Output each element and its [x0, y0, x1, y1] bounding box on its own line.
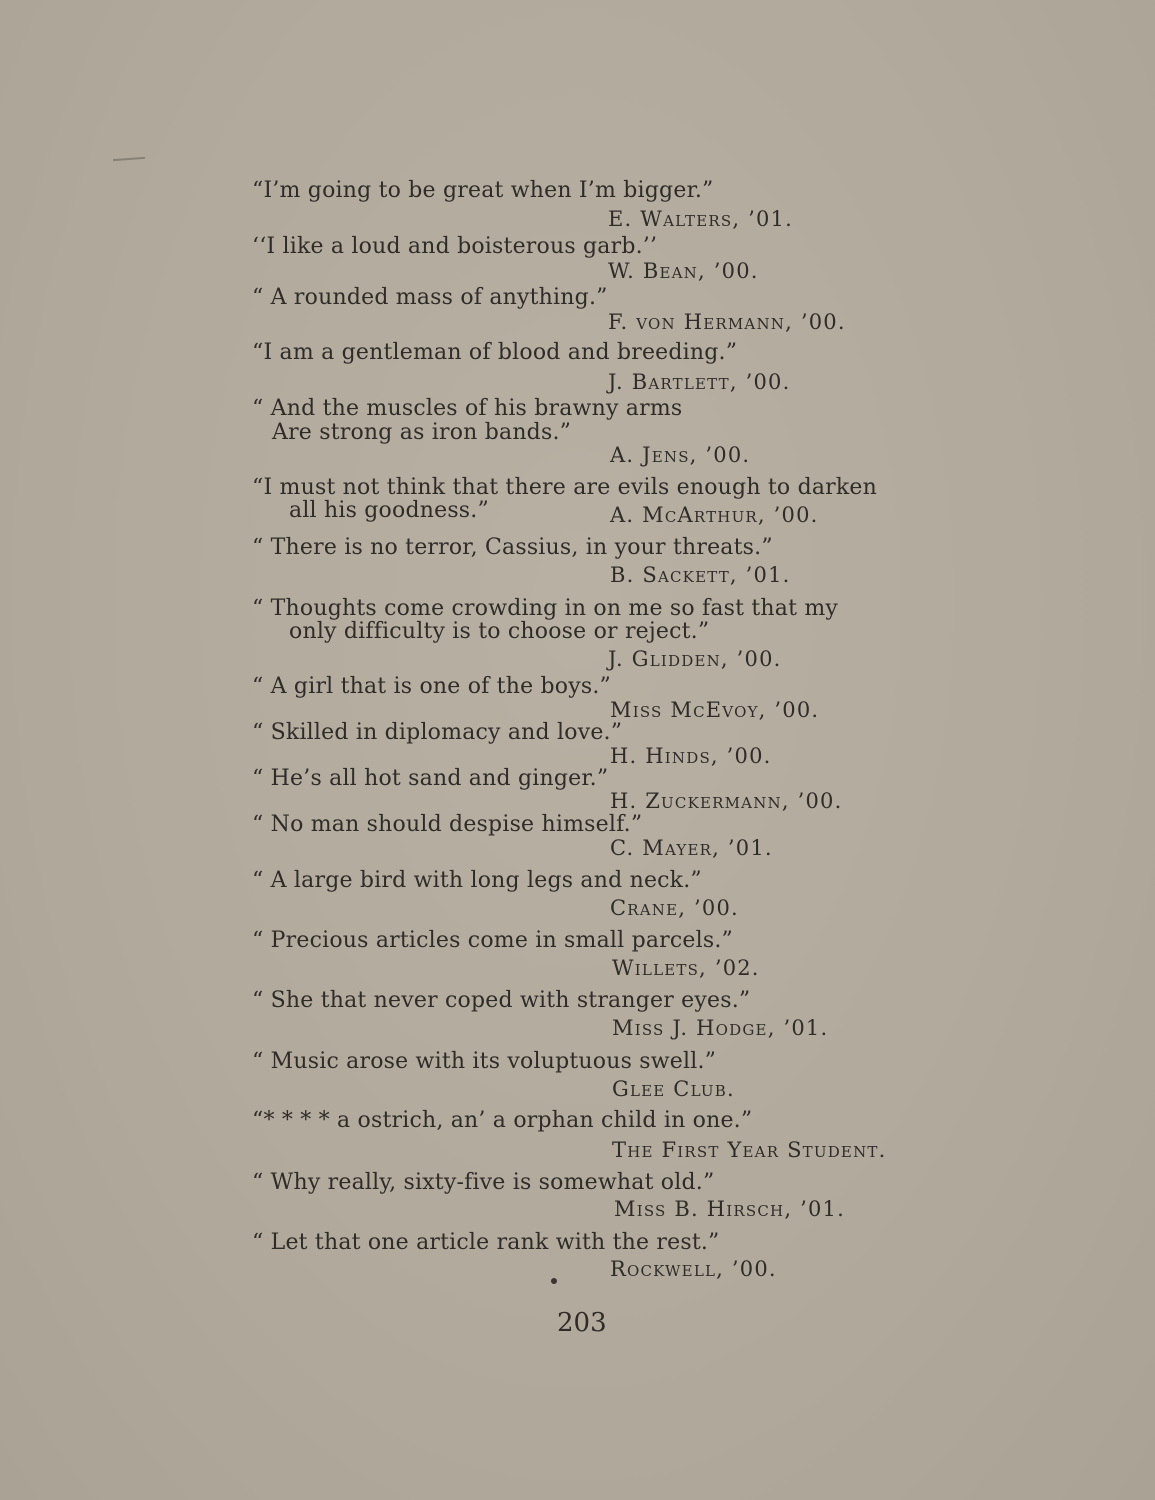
quote-text: “I am a gentleman of blood and breeding.”	[252, 340, 738, 365]
quote-author: B. Sackett, ’01.	[610, 563, 791, 587]
quote-text: “ Why really, sixty-five is somewhat old.”	[252, 1170, 715, 1195]
quote-text-continued: all his goodness.”	[289, 498, 489, 523]
quote-author: W. Bean, ’00.	[608, 259, 759, 283]
quote-author: J. Bartlett, ’00.	[608, 370, 791, 394]
quote-text: “* * * * a ostrich, an’ a orphan child in one.”	[252, 1108, 753, 1133]
quote-author: Willets, ’02.	[612, 956, 760, 980]
quote-text: “ A girl that is one of the boys.”	[252, 674, 611, 699]
quote-text: “ No man should despise himself.”	[252, 812, 643, 837]
quote-text: “ Thoughts come crowding in on me so fast that my	[252, 596, 839, 621]
quote-text: “ A large bird with long legs and neck.”	[252, 868, 702, 893]
quote-author: Miss B. Hirsch, ’01.	[614, 1197, 845, 1221]
quote-author: H. Hinds, ’00.	[610, 744, 772, 768]
quote-text-continued: only difficulty is to choose or reject.”	[289, 619, 710, 644]
ink-dot	[551, 1278, 557, 1284]
quote-author: Miss McEvoy, ’00.	[610, 698, 820, 722]
page-number: 203	[557, 1308, 607, 1338]
quote-author: Rockwell, ’00.	[610, 1257, 777, 1281]
quote-author: F. von Hermann, ’00.	[608, 310, 846, 334]
quote-text: “ He’s all hot sand and ginger.”	[252, 766, 609, 791]
quote-text: “ A rounded mass of anything.”	[252, 285, 608, 310]
quote-text: “ She that never coped with stranger eyes.”	[252, 988, 751, 1013]
quote-text-continued: Are strong as iron bands.”	[272, 420, 572, 445]
quote-text: “ Skilled in diplomacy and love.”	[252, 720, 623, 745]
quote-author: H. Zuckermann, ’00.	[610, 789, 843, 813]
quote-text: “ And the muscles of his brawny arms	[252, 396, 683, 421]
quote-text: “ Precious articles come in small parcels.”	[252, 928, 733, 953]
quote-text: “ Music arose with its voluptuous swell.”	[252, 1049, 717, 1074]
quote-text: “I must not think that there are evils enough to darken	[252, 475, 878, 500]
margin-mark	[113, 157, 145, 161]
quote-author: C. Mayer, ’01.	[610, 836, 773, 860]
quote-author: A. McArthur, ’00.	[610, 503, 819, 527]
quote-author: J. Glidden, ’00.	[608, 647, 782, 671]
quote-author: E. Walters, ’01.	[608, 207, 793, 231]
quote-author: A. Jens, ’00.	[610, 443, 751, 467]
quote-author: Glee Club.	[612, 1077, 735, 1101]
quote-text: “ There is no terror, Cassius, in your threats.”	[252, 535, 773, 560]
quote-text: ‘‘I like a loud and boisterous garb.’’	[252, 234, 658, 259]
quote-text: “I’m going to be great when I’m bigger.”	[252, 178, 714, 203]
quote-author: The First Year Student.	[612, 1138, 887, 1162]
quote-author: Crane, ’00.	[610, 896, 739, 920]
quote-text: “ Let that one article rank with the rest.”	[252, 1230, 720, 1255]
quote-author: Miss J. Hodge, ’01.	[612, 1016, 829, 1040]
